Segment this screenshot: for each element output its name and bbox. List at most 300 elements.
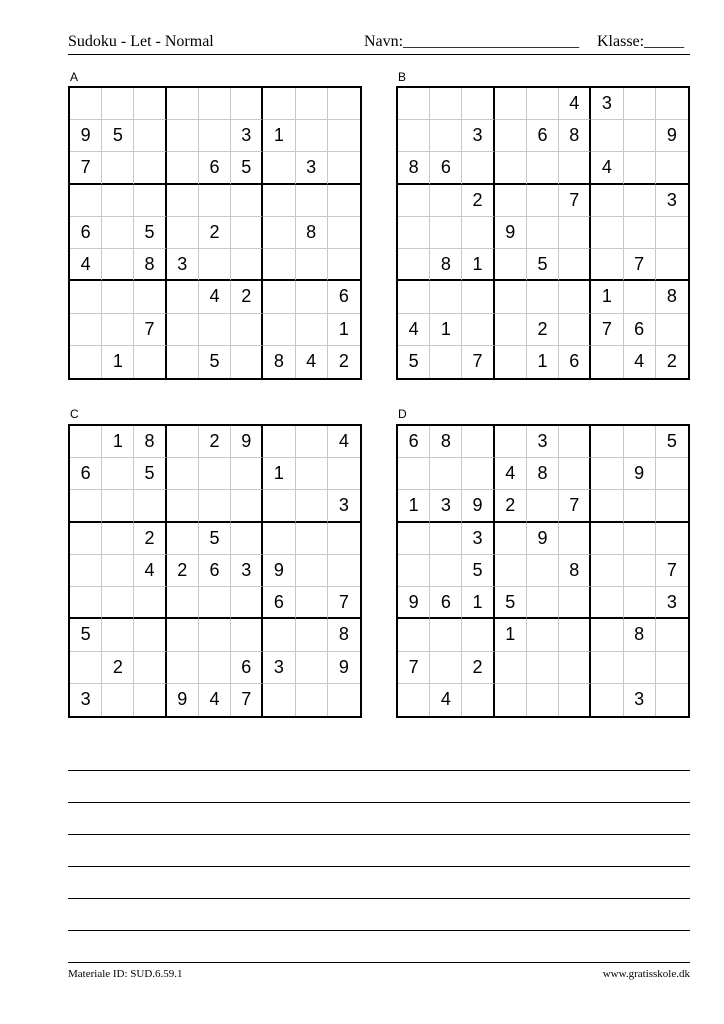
- sudoku-cell[interactable]: [70, 88, 102, 120]
- sudoku-cell[interactable]: [591, 120, 623, 152]
- sudoku-cell[interactable]: [398, 555, 430, 587]
- sudoku-cell[interactable]: 4: [430, 684, 462, 716]
- sudoku-cell[interactable]: [430, 120, 462, 152]
- sudoku-cell[interactable]: [328, 185, 360, 217]
- sudoku-cell[interactable]: 3: [70, 684, 102, 716]
- sudoku-cell[interactable]: [231, 346, 263, 378]
- sudoku-cell[interactable]: 6: [559, 346, 591, 378]
- sudoku-cell[interactable]: [656, 458, 688, 490]
- sudoku-cell[interactable]: 5: [495, 587, 527, 619]
- sudoku-cell[interactable]: 5: [199, 523, 231, 555]
- sudoku-cell[interactable]: [462, 88, 494, 120]
- sudoku-cell[interactable]: [430, 619, 462, 651]
- sudoku-cell[interactable]: [624, 426, 656, 458]
- sudoku-cell[interactable]: 7: [559, 490, 591, 522]
- sudoku-cell[interactable]: [263, 426, 295, 458]
- sudoku-cell[interactable]: [495, 249, 527, 281]
- sudoku-cell[interactable]: 1: [462, 587, 494, 619]
- sudoku-cell[interactable]: [70, 490, 102, 522]
- sudoku-cell[interactable]: 6: [263, 587, 295, 619]
- sudoku-cell[interactable]: [328, 523, 360, 555]
- sudoku-cell[interactable]: [462, 217, 494, 249]
- sudoku-cell[interactable]: [199, 652, 231, 684]
- sudoku-cell[interactable]: 5: [656, 426, 688, 458]
- sudoku-cell[interactable]: 8: [656, 281, 688, 313]
- sudoku-cell[interactable]: [559, 652, 591, 684]
- sudoku-cell[interactable]: [102, 185, 134, 217]
- sudoku-cell[interactable]: [231, 314, 263, 346]
- sudoku-cell[interactable]: [102, 619, 134, 651]
- sudoku-cell[interactable]: [591, 619, 623, 651]
- sudoku-cell[interactable]: 8: [559, 555, 591, 587]
- sudoku-cell[interactable]: 2: [338, 351, 349, 372]
- sudoku-cell[interactable]: [591, 652, 623, 684]
- sudoku-cell[interactable]: 8: [134, 249, 166, 281]
- sudoku-cell[interactable]: [102, 152, 134, 184]
- sudoku-cell[interactable]: [102, 523, 134, 555]
- sudoku-cell[interactable]: [398, 185, 430, 217]
- sudoku-cell[interactable]: 7: [231, 684, 263, 716]
- sudoku-cell[interactable]: [199, 185, 231, 217]
- sudoku-cell[interactable]: [328, 88, 360, 120]
- sudoku-cell[interactable]: 1: [591, 281, 623, 313]
- sudoku-cell[interactable]: [296, 490, 328, 522]
- sudoku-cell[interactable]: [527, 88, 559, 120]
- sudoku-cell[interactable]: [134, 346, 166, 378]
- sudoku-cell[interactable]: 7: [591, 314, 623, 346]
- sudoku-cell[interactable]: [495, 523, 527, 555]
- sudoku-cell[interactable]: [495, 426, 527, 458]
- sudoku-cell[interactable]: [527, 152, 559, 184]
- sudoku-cell[interactable]: 6: [70, 458, 102, 490]
- sudoku-cell[interactable]: [231, 88, 263, 120]
- sudoku-cell[interactable]: 7: [328, 587, 360, 619]
- sudoku-cell[interactable]: 4: [70, 249, 102, 281]
- sudoku-cell[interactable]: [167, 426, 199, 458]
- sudoku-cell[interactable]: [591, 555, 623, 587]
- sudoku-cell[interactable]: [430, 523, 462, 555]
- sudoku-cell[interactable]: 4: [199, 684, 231, 716]
- sudoku-cell[interactable]: [559, 619, 591, 651]
- sudoku-cell[interactable]: [527, 652, 559, 684]
- sudoku-cell[interactable]: 3: [656, 185, 688, 217]
- sudoku-cell[interactable]: 9: [70, 120, 102, 152]
- sudoku-cell[interactable]: [462, 152, 494, 184]
- sudoku-cell[interactable]: 3: [462, 523, 494, 555]
- sudoku-cell[interactable]: 2: [199, 426, 231, 458]
- sudoku-cell[interactable]: 8: [296, 217, 328, 249]
- sudoku-cell[interactable]: [263, 152, 295, 184]
- sudoku-cell[interactable]: 8: [430, 426, 462, 458]
- sudoku-cell[interactable]: [296, 120, 328, 152]
- sudoku-cell[interactable]: [102, 88, 134, 120]
- sudoku-cell[interactable]: [624, 152, 656, 184]
- sudoku-cell[interactable]: [527, 185, 559, 217]
- sudoku-cell[interactable]: 7: [656, 555, 688, 587]
- sudoku-cell[interactable]: [167, 185, 199, 217]
- sudoku-cell[interactable]: [134, 684, 166, 716]
- sudoku-cell[interactable]: 2: [462, 185, 494, 217]
- sudoku-cell[interactable]: 7: [462, 346, 494, 378]
- sudoku-cell[interactable]: [495, 120, 527, 152]
- sudoku-cell[interactable]: 1: [102, 346, 134, 378]
- sudoku-cell[interactable]: [591, 346, 623, 378]
- sudoku-cell[interactable]: [430, 652, 462, 684]
- sudoku-cell[interactable]: [102, 587, 134, 619]
- sudoku-cell[interactable]: [231, 217, 263, 249]
- sudoku-cell[interactable]: 1: [398, 490, 430, 522]
- sudoku-cell[interactable]: [296, 523, 328, 555]
- sudoku-cell[interactable]: 8: [624, 619, 656, 651]
- sudoku-cell[interactable]: [656, 652, 688, 684]
- sudoku-cell[interactable]: [70, 346, 102, 378]
- sudoku-cell[interactable]: 6: [328, 281, 360, 313]
- sudoku-cell[interactable]: [167, 523, 199, 555]
- sudoku-cell[interactable]: [167, 652, 199, 684]
- sudoku-cell[interactable]: [263, 88, 295, 120]
- sudoku-cell[interactable]: [495, 684, 527, 716]
- sudoku-cell[interactable]: 9: [328, 652, 360, 684]
- sudoku-cell[interactable]: [199, 458, 231, 490]
- sudoku-cell[interactable]: [134, 120, 166, 152]
- sudoku-cell[interactable]: [495, 314, 527, 346]
- sudoku-cell[interactable]: [167, 120, 199, 152]
- sudoku-cell[interactable]: [134, 152, 166, 184]
- sudoku-cell[interactable]: [462, 684, 494, 716]
- sudoku-cell[interactable]: 5: [231, 152, 263, 184]
- sudoku-cell[interactable]: [624, 555, 656, 587]
- sudoku-cell[interactable]: 4: [559, 88, 591, 120]
- sudoku-cell[interactable]: [398, 249, 430, 281]
- sudoku-cell[interactable]: [167, 490, 199, 522]
- sudoku-cell[interactable]: 9: [263, 555, 295, 587]
- sudoku-cell[interactable]: 1: [430, 314, 462, 346]
- sudoku-cell[interactable]: [495, 555, 527, 587]
- sudoku-cell[interactable]: 6: [70, 217, 102, 249]
- sudoku-cell[interactable]: [102, 458, 134, 490]
- sudoku-cell[interactable]: [527, 555, 559, 587]
- sudoku-cell[interactable]: 8: [263, 346, 295, 378]
- sudoku-cell[interactable]: [656, 684, 688, 716]
- sudoku-cell[interactable]: [231, 523, 263, 555]
- sudoku-cell[interactable]: 6: [199, 152, 231, 184]
- sudoku-cell[interactable]: [231, 587, 263, 619]
- sudoku-cell[interactable]: 9: [167, 684, 199, 716]
- sudoku-cell[interactable]: [263, 684, 295, 716]
- sudoku-cell[interactable]: [430, 88, 462, 120]
- sudoku-cell[interactable]: [591, 458, 623, 490]
- sudoku-cell[interactable]: [134, 490, 166, 522]
- sudoku-cell[interactable]: [462, 458, 494, 490]
- sudoku-cell[interactable]: [656, 314, 688, 346]
- sudoku-cell[interactable]: 9: [624, 458, 656, 490]
- sudoku-cell[interactable]: [263, 249, 295, 281]
- sudoku-cell[interactable]: [263, 523, 295, 555]
- sudoku-cell[interactable]: [398, 217, 430, 249]
- sudoku-cell[interactable]: [591, 587, 623, 619]
- sudoku-cell[interactable]: [328, 120, 360, 152]
- sudoku-cell[interactable]: [624, 217, 656, 249]
- sudoku-cell[interactable]: 2: [462, 652, 494, 684]
- sudoku-cell[interactable]: 2: [666, 351, 677, 372]
- sudoku-cell[interactable]: [656, 249, 688, 281]
- sudoku-cell[interactable]: 9: [231, 426, 263, 458]
- sudoku-cell[interactable]: [102, 314, 134, 346]
- sudoku-cell[interactable]: [70, 426, 102, 458]
- sudoku-cell[interactable]: [102, 249, 134, 281]
- sudoku-cell[interactable]: [398, 458, 430, 490]
- sudoku-cell[interactable]: [199, 88, 231, 120]
- sudoku-cell[interactable]: 1: [263, 120, 295, 152]
- sudoku-cell[interactable]: 6: [624, 314, 656, 346]
- sudoku-cell[interactable]: [102, 555, 134, 587]
- sudoku-cell[interactable]: [624, 523, 656, 555]
- sudoku-cell[interactable]: [462, 281, 494, 313]
- sudoku-cell[interactable]: [624, 652, 656, 684]
- sudoku-cell[interactable]: [527, 684, 559, 716]
- sudoku-cell[interactable]: [527, 490, 559, 522]
- sudoku-cell[interactable]: 2: [199, 217, 231, 249]
- sudoku-cell[interactable]: 3: [296, 152, 328, 184]
- sudoku-cell[interactable]: 6: [527, 120, 559, 152]
- sudoku-cell[interactable]: 9: [656, 120, 688, 152]
- sudoku-cell[interactable]: [591, 249, 623, 281]
- sudoku-cell[interactable]: [624, 120, 656, 152]
- sudoku-cell[interactable]: [296, 281, 328, 313]
- sudoku-cell[interactable]: [591, 185, 623, 217]
- sudoku-cell[interactable]: [591, 523, 623, 555]
- sudoku-cell[interactable]: 7: [70, 152, 102, 184]
- sudoku-cell[interactable]: 3: [591, 88, 623, 120]
- sudoku-cell[interactable]: [328, 555, 360, 587]
- sudoku-cell[interactable]: [591, 684, 623, 716]
- sudoku-cell[interactable]: [70, 652, 102, 684]
- sudoku-cell[interactable]: [199, 587, 231, 619]
- sudoku-cell[interactable]: 3: [624, 684, 656, 716]
- sudoku-cell[interactable]: [527, 217, 559, 249]
- sudoku-cell[interactable]: 3: [656, 587, 688, 619]
- sudoku-cell[interactable]: [296, 249, 328, 281]
- sudoku-cell[interactable]: 2: [102, 652, 134, 684]
- sudoku-cell[interactable]: [591, 490, 623, 522]
- sudoku-cell[interactable]: [263, 281, 295, 313]
- sudoku-cell[interactable]: [559, 249, 591, 281]
- sudoku-cell[interactable]: [559, 217, 591, 249]
- sudoku-cell[interactable]: [199, 314, 231, 346]
- sudoku-cell[interactable]: [398, 120, 430, 152]
- sudoku-cell[interactable]: [263, 217, 295, 249]
- sudoku-cell[interactable]: [430, 555, 462, 587]
- sudoku-cell[interactable]: [70, 185, 102, 217]
- sudoku-cell[interactable]: [430, 185, 462, 217]
- sudoku-cell[interactable]: [199, 249, 231, 281]
- sudoku-cell[interactable]: [495, 88, 527, 120]
- sudoku-cell[interactable]: [296, 88, 328, 120]
- sudoku-cell[interactable]: 5: [134, 217, 166, 249]
- sudoku-cell[interactable]: [328, 217, 360, 249]
- sudoku-cell[interactable]: 8: [430, 249, 462, 281]
- sudoku-cell[interactable]: [134, 185, 166, 217]
- sudoku-cell[interactable]: 5: [462, 555, 494, 587]
- sudoku-cell[interactable]: 4: [591, 152, 623, 184]
- sudoku-cell[interactable]: 1: [462, 249, 494, 281]
- sudoku-cell[interactable]: 1: [495, 619, 527, 651]
- sudoku-cell[interactable]: [134, 587, 166, 619]
- sudoku-cell[interactable]: [167, 346, 199, 378]
- sudoku-cell[interactable]: [398, 281, 430, 313]
- sudoku-cell[interactable]: [167, 281, 199, 313]
- sudoku-cell[interactable]: [624, 490, 656, 522]
- sudoku-cell[interactable]: 8: [527, 458, 559, 490]
- sudoku-cell[interactable]: [430, 281, 462, 313]
- sudoku-cell[interactable]: 9: [527, 523, 559, 555]
- sudoku-cell[interactable]: [527, 587, 559, 619]
- sudoku-cell[interactable]: [527, 619, 559, 651]
- sudoku-cell[interactable]: [70, 281, 102, 313]
- sudoku-cell[interactable]: [134, 652, 166, 684]
- sudoku-cell[interactable]: [656, 523, 688, 555]
- sudoku-cell[interactable]: [231, 490, 263, 522]
- sudoku-cell[interactable]: [199, 120, 231, 152]
- sudoku-cell[interactable]: [495, 185, 527, 217]
- sudoku-cell[interactable]: [199, 619, 231, 651]
- sudoku-cell[interactable]: [398, 88, 430, 120]
- sudoku-cell[interactable]: 4: [199, 281, 231, 313]
- sudoku-cell[interactable]: [70, 587, 102, 619]
- sudoku-cell[interactable]: [134, 281, 166, 313]
- sudoku-cell[interactable]: [296, 185, 328, 217]
- sudoku-cell[interactable]: [231, 458, 263, 490]
- sudoku-cell[interactable]: [328, 249, 360, 281]
- sudoku-cell[interactable]: 3: [430, 490, 462, 522]
- sudoku-cell[interactable]: 1: [102, 426, 134, 458]
- sudoku-cell[interactable]: [430, 458, 462, 490]
- sudoku-cell[interactable]: 8: [398, 152, 430, 184]
- sudoku-cell[interactable]: [102, 217, 134, 249]
- sudoku-cell[interactable]: [624, 88, 656, 120]
- sudoku-cell[interactable]: 4: [134, 555, 166, 587]
- sudoku-cell[interactable]: [296, 555, 328, 587]
- sudoku-cell[interactable]: [102, 490, 134, 522]
- sudoku-cell[interactable]: [328, 458, 360, 490]
- sudoku-cell[interactable]: [167, 619, 199, 651]
- sudoku-cell[interactable]: [231, 619, 263, 651]
- sudoku-cell[interactable]: [167, 88, 199, 120]
- sudoku-cell[interactable]: 3: [527, 426, 559, 458]
- sudoku-cell[interactable]: 6: [430, 587, 462, 619]
- sudoku-cell[interactable]: [263, 185, 295, 217]
- sudoku-cell[interactable]: [559, 314, 591, 346]
- sudoku-cell[interactable]: 5: [199, 346, 231, 378]
- sudoku-cell[interactable]: 6: [398, 426, 430, 458]
- sudoku-cell[interactable]: [134, 619, 166, 651]
- sudoku-cell[interactable]: 1: [527, 346, 559, 378]
- sudoku-cell[interactable]: [430, 217, 462, 249]
- sudoku-cell[interactable]: [296, 587, 328, 619]
- sudoku-cell[interactable]: [559, 152, 591, 184]
- sudoku-cell[interactable]: [296, 458, 328, 490]
- sudoku-cell[interactable]: 8: [328, 619, 360, 651]
- sudoku-cell[interactable]: 5: [102, 120, 134, 152]
- sudoku-cell[interactable]: 9: [462, 490, 494, 522]
- sudoku-cell[interactable]: [70, 523, 102, 555]
- sudoku-cell[interactable]: 5: [70, 619, 102, 651]
- sudoku-cell[interactable]: [624, 185, 656, 217]
- sudoku-cell[interactable]: 2: [134, 523, 166, 555]
- sudoku-cell[interactable]: 7: [559, 185, 591, 217]
- sudoku-cell[interactable]: 7: [134, 314, 166, 346]
- sudoku-cell[interactable]: [656, 88, 688, 120]
- sudoku-cell[interactable]: [430, 346, 462, 378]
- sudoku-cell[interactable]: 9: [495, 217, 527, 249]
- sudoku-cell[interactable]: 8: [134, 426, 166, 458]
- sudoku-cell[interactable]: [167, 314, 199, 346]
- sudoku-cell[interactable]: 2: [527, 314, 559, 346]
- sudoku-cell[interactable]: 3: [231, 555, 263, 587]
- sudoku-cell[interactable]: [559, 523, 591, 555]
- sudoku-cell[interactable]: 4: [398, 314, 430, 346]
- sudoku-cell[interactable]: [70, 314, 102, 346]
- sudoku-cell[interactable]: [70, 555, 102, 587]
- sudoku-cell[interactable]: [134, 88, 166, 120]
- sudoku-cell[interactable]: [296, 652, 328, 684]
- sudoku-cell[interactable]: [231, 185, 263, 217]
- sudoku-cell[interactable]: 4: [296, 346, 328, 378]
- sudoku-cell[interactable]: 7: [398, 652, 430, 684]
- sudoku-cell[interactable]: [624, 587, 656, 619]
- sudoku-cell[interactable]: [495, 652, 527, 684]
- sudoku-cell[interactable]: [296, 619, 328, 651]
- sudoku-cell[interactable]: 3: [328, 490, 360, 522]
- sudoku-cell[interactable]: 3: [263, 652, 295, 684]
- sudoku-cell[interactable]: 2: [231, 281, 263, 313]
- sudoku-cell[interactable]: 3: [231, 120, 263, 152]
- sudoku-cell[interactable]: [167, 587, 199, 619]
- sudoku-cell[interactable]: [495, 346, 527, 378]
- sudoku-cell[interactable]: [559, 426, 591, 458]
- sudoku-cell[interactable]: [656, 152, 688, 184]
- sudoku-cell[interactable]: [462, 314, 494, 346]
- sudoku-cell[interactable]: [263, 314, 295, 346]
- sudoku-cell[interactable]: [263, 619, 295, 651]
- sudoku-cell[interactable]: [296, 426, 328, 458]
- sudoku-cell[interactable]: 5: [527, 249, 559, 281]
- sudoku-cell[interactable]: [167, 458, 199, 490]
- sudoku-cell[interactable]: [656, 619, 688, 651]
- sudoku-cell[interactable]: [656, 490, 688, 522]
- sudoku-cell[interactable]: [591, 426, 623, 458]
- sudoku-cell[interactable]: [559, 684, 591, 716]
- sudoku-cell[interactable]: 1: [328, 314, 360, 346]
- sudoku-cell[interactable]: 4: [624, 346, 656, 378]
- sudoku-cell[interactable]: [328, 152, 360, 184]
- sudoku-cell[interactable]: 1: [263, 458, 295, 490]
- sudoku-cell[interactable]: 5: [398, 346, 430, 378]
- sudoku-cell[interactable]: 2: [495, 490, 527, 522]
- sudoku-cell[interactable]: [167, 217, 199, 249]
- sudoku-cell[interactable]: 4: [495, 458, 527, 490]
- sudoku-cell[interactable]: 7: [624, 249, 656, 281]
- sudoku-cell[interactable]: [462, 619, 494, 651]
- sudoku-cell[interactable]: 3: [167, 249, 199, 281]
- sudoku-cell[interactable]: [199, 490, 231, 522]
- sudoku-cell[interactable]: 6: [231, 652, 263, 684]
- sudoku-cell[interactable]: [231, 249, 263, 281]
- sudoku-cell[interactable]: 5: [134, 458, 166, 490]
- sudoku-cell[interactable]: [102, 281, 134, 313]
- sudoku-cell[interactable]: [398, 523, 430, 555]
- sudoku-cell[interactable]: [559, 458, 591, 490]
